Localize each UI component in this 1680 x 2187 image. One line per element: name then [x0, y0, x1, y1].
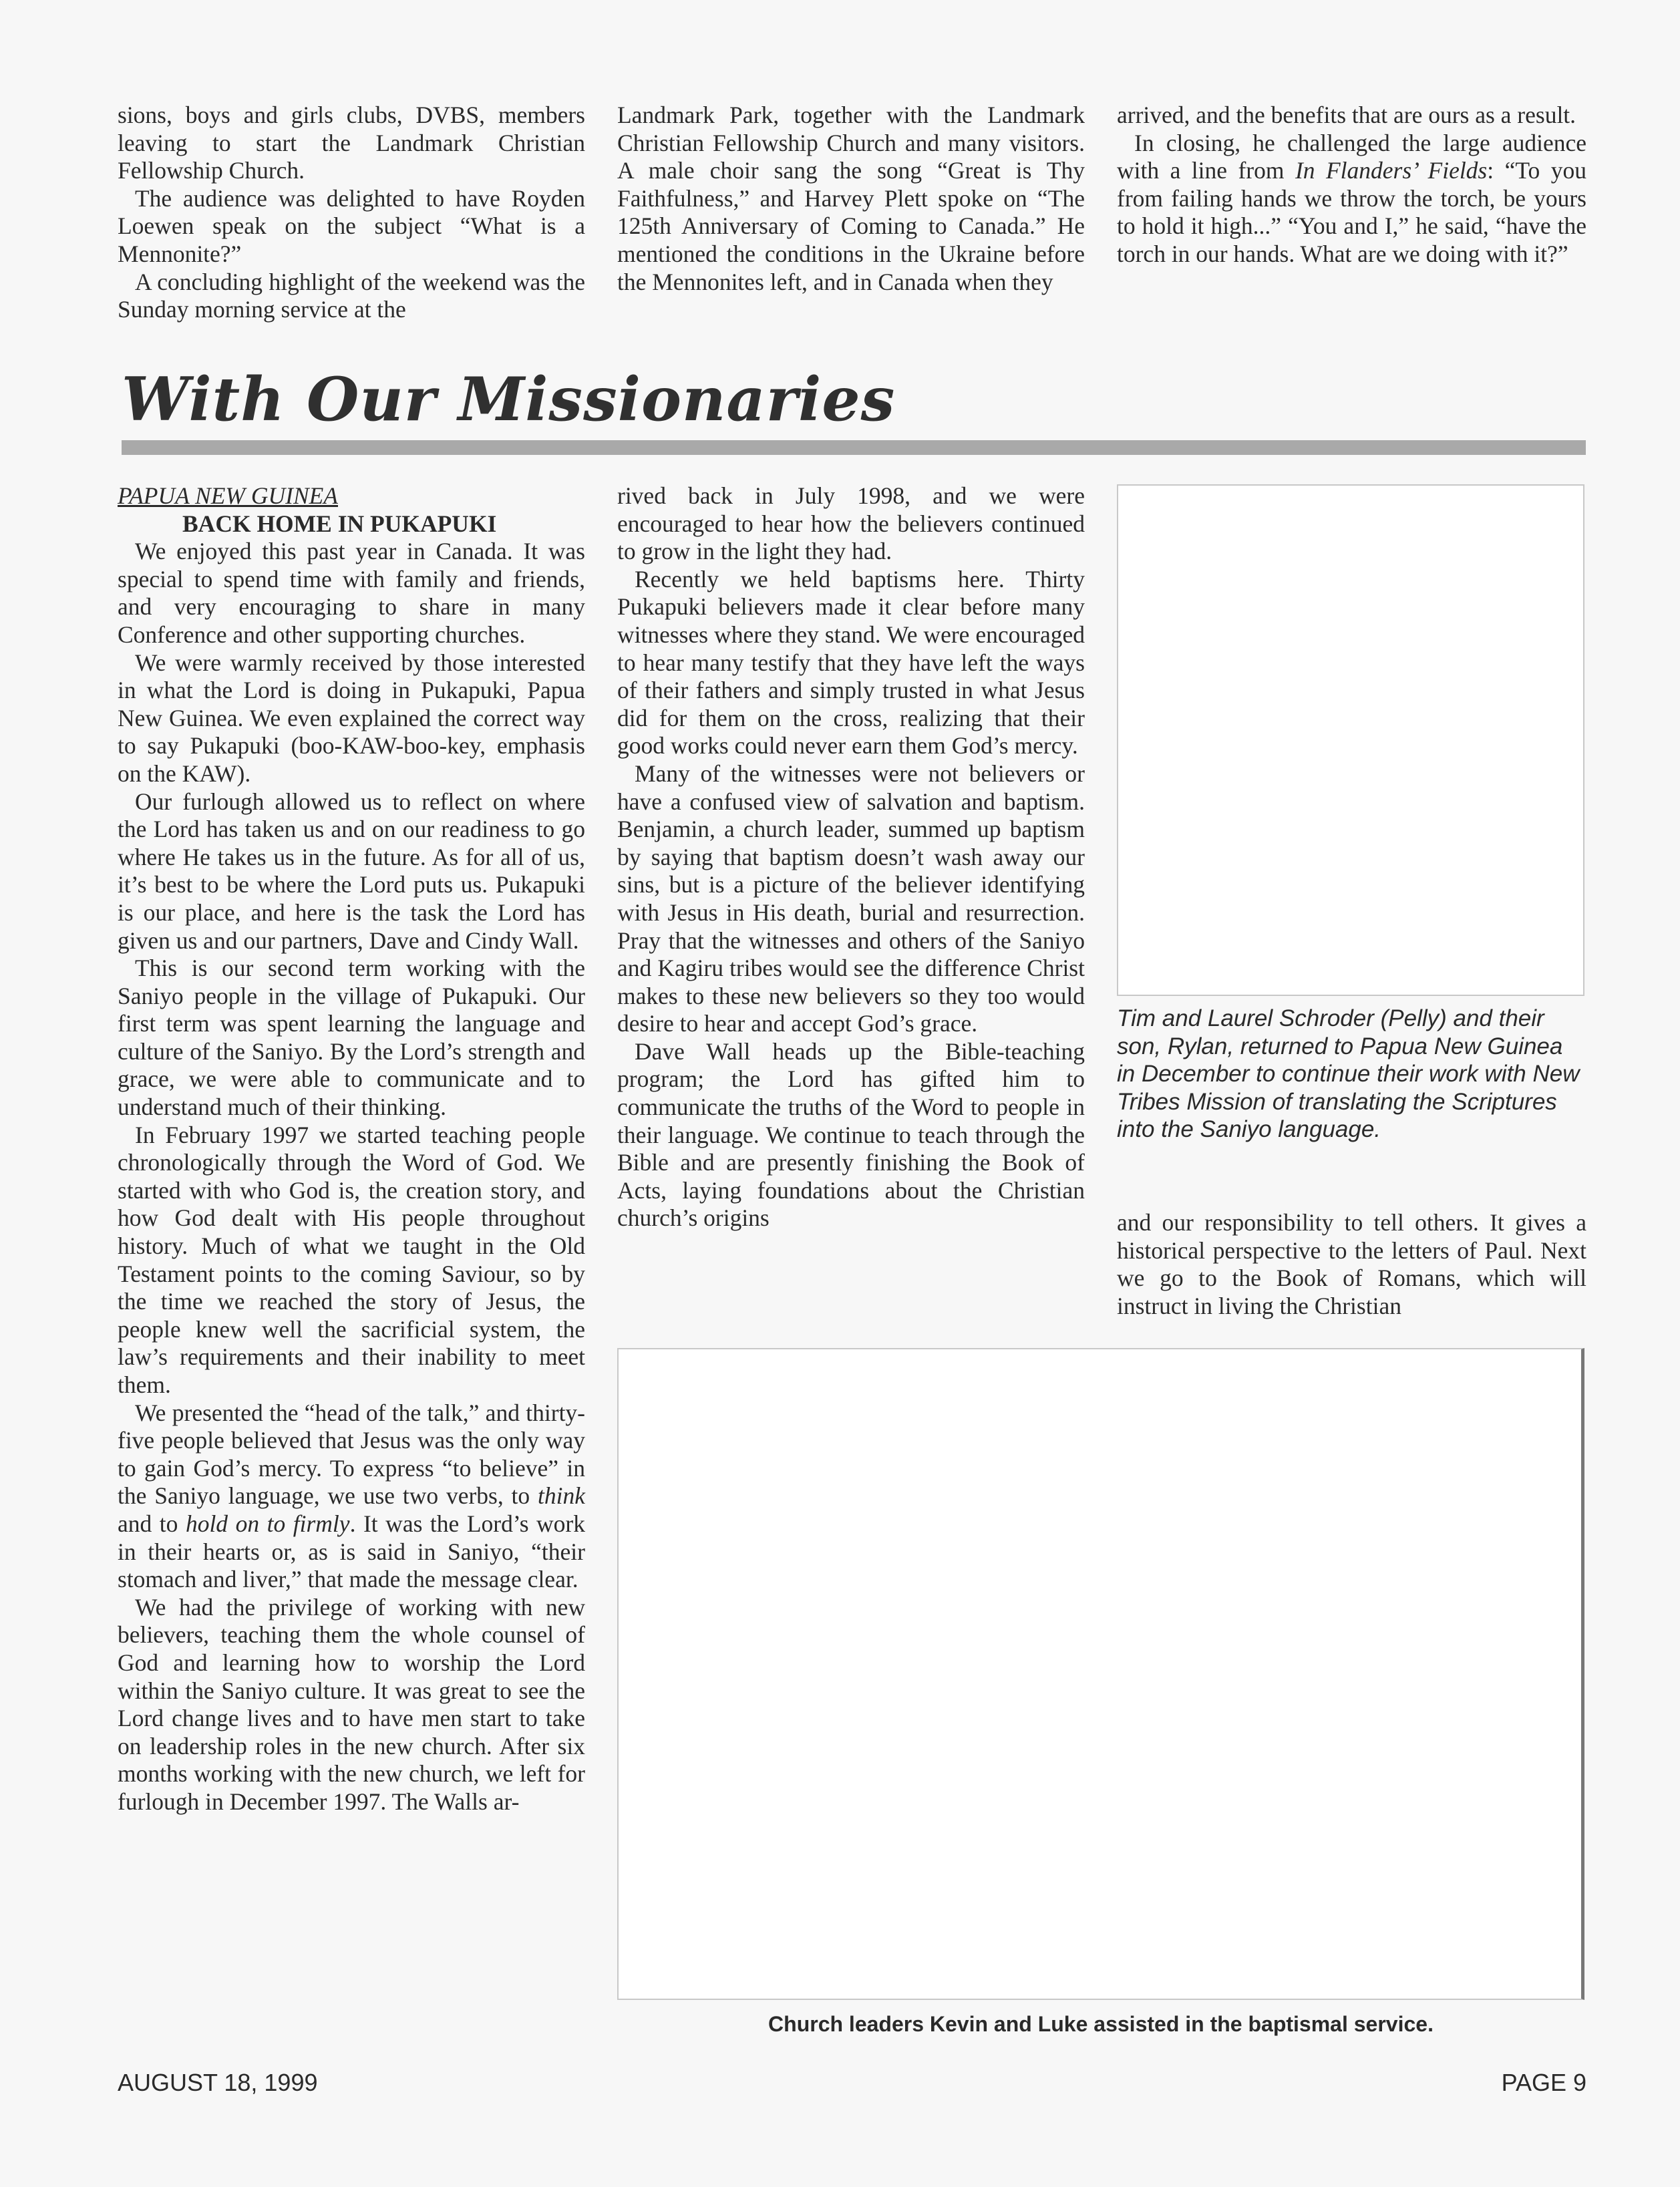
paragraph: This is our second term working with the Saniyo people in the village of Pukapuki. Our first term was spent learning the language and culture of the Saniyo. By the Lord’s strength and grace, we were able to communicate and to understand much of their thinking.	[118, 955, 585, 1121]
footer-date: AUGUST 18, 1999	[118, 2069, 318, 2096]
footer-page-number: PAGE 9	[1501, 2069, 1586, 2096]
italic-word: hold on to firmly	[185, 1510, 350, 1537]
paragraph	[1117, 130, 1586, 269]
paragraph: We enjoyed this past year in Canada. It was special to spend time with family and friends, and very encouraging to share in many Conference and other supporting churches.	[118, 538, 585, 648]
top-column-1	[118, 102, 585, 324]
region-label: PAPUA NEW GUINEA	[118, 482, 338, 509]
paragraph: Our furlough allowed us to reflect on where the Lord has taken us and on our readiness to go where He takes us in the future. As for all of us, it’s best to be where the Lord puts us. Pukapuki is our place, and here is the task the Lord has given us and our partners, Dave and Cindy Wall.	[118, 788, 585, 954]
paragraph: Dave Wall heads up the Bible-teaching program; the Lord has gifted him to communicate the truths of the Word to people in their language. We continue to teach through the Bible and are presently finishing the Book of Acts, laying foundations about the Christian church’s origins	[617, 1037, 1085, 1232]
paragraph: In February 1997 we started teaching people chronologically through the Word of God. We started with who God is, the creation story, and how God dealt with His people throughout history. Much of what we taught in the Old Testament points to the coming Saviour, so by the time we reached the story of Jesus, the people knew well the sacrificial system, the law’s requirements and their inability to meet them.	[118, 1121, 585, 1398]
photo-caption: Tim and Laurel Schroder (Pelly) and their son, Rylan, returned to Papua New Guinea in December to continue their work with New Tribes Mission of translating the Scriptures into the Saniyo language.	[1117, 1005, 1580, 1143]
text-run: . It was the Lord’s work in their hearts or, as is said in Saniyo, “their stomach and liver,” that made the message clear.	[118, 1510, 585, 1593]
paragraph: We were warmly received by those interested in what the Lord is doing in Pukapuki, Papua New Guinea. We even explained the correct way to say Pukapuki (boo-KAW-boo-key, emphasis on the KAW).	[118, 649, 585, 787]
text-run: and to	[118, 1510, 186, 1537]
article-subheading: BACK HOME IN PUKAPUKI	[182, 510, 497, 537]
italic-title: In Flanders’ Fields	[1295, 157, 1488, 184]
paragraph: The audience was delighted to have Royden Loewen speak on the subject “What is a Mennonite?”	[118, 184, 585, 267]
section-heading: With Our Missionaries	[122, 364, 896, 435]
paragraph: arrived, and the benefits that are ours as a result.	[1117, 102, 1576, 128]
top-column-3	[1117, 102, 1586, 269]
heading-rule	[122, 440, 1586, 455]
paragraph: We had the privilege of working with new believers, teaching them the whole counsel of God and learning how to worship the Lord within the Saniyo culture. It was great to see the Lord change lives and to have men start to take on leadership roles in the new church. After six months working with the new church, we left for furlough in December 1997. The Walls ar-	[118, 1593, 585, 1815]
paragraph: Landmark Park, together with the Landmark Christian Fellowship Church and many visitors. A male choir sang the song “Great is Thy Faithfulness,” and Harvey Plett spoke on “The 125th Anniversary of Coming to Canada.” He mentioned the conditions in the Ukraine before the Mennonites left, and in Canada when they	[617, 102, 1085, 295]
italic-word: think	[538, 1482, 585, 1510]
top-column-2	[617, 102, 1085, 296]
section-heading-wrap	[122, 366, 895, 433]
text-run: In closing, he challenged the large audience with a line from	[1117, 129, 1586, 184]
paragraph: Recently we held baptisms here. Thirty Pukapuki believers made it clear before many witnesses where they stand. We were encouraged to hear many testify that they have left the ways of their fathers and simply trusted in what Jesus did for them on the cross, realizing that their good works could never earn them God’s mercy.	[617, 565, 1085, 760]
photo-caption: Church leaders Kevin and Luke assisted in the baptismal service.	[768, 2012, 1434, 2036]
text-run: : “To you from failing hands we throw the torch, be yours to hold it high...” “You and I,” he said, “have the torch in our hands. What are we doing with it?”	[1117, 157, 1586, 267]
paragraph: rived back in July 1998, and we were encouraged to hear how the believers continued to grow in the light they had.	[617, 482, 1085, 565]
paragraph: sions, boys and girls clubs, DVBS, members leaving to start the Landmark Christian Fellowship Church.	[118, 102, 585, 184]
article-column-3	[1117, 1209, 1586, 1320]
paragraph: A concluding highlight of the weekend was the Sunday morning service at the	[118, 268, 585, 323]
paragraph: Many of the witnesses were not believers or have a confused view of salvation and baptism. Benjamin, a church leader, summed up baptism by saying that baptism doesn’t wash away our sins, but is a picture of the believer identifying with Jesus in His death, burial and resurrection. Pray that the witnesses and others of the Saniyo and Kagiru tribes would see the difference Christ makes to these new believers so they too would desire to hear and accept God’s grace.	[617, 760, 1085, 1037]
paragraph	[118, 1399, 585, 1594]
missionary-family-photo	[1117, 484, 1584, 996]
baptismal-service-photo	[617, 1348, 1584, 2000]
text-run: We presented the “head of the talk,” and thirty-five people believed that Jesus was the only way to gain God’s mercy. To express “to believe” in the Saniyo language, we use two verbs, to	[118, 1399, 585, 1510]
article-column-1	[118, 482, 585, 1816]
paragraph: and our responsibility to tell others. It gives a historical perspective to the letters of Paul. Next we go to the Book of Romans, which will instruct in living the Christian	[1117, 1209, 1586, 1319]
article-column-2	[617, 482, 1085, 1232]
